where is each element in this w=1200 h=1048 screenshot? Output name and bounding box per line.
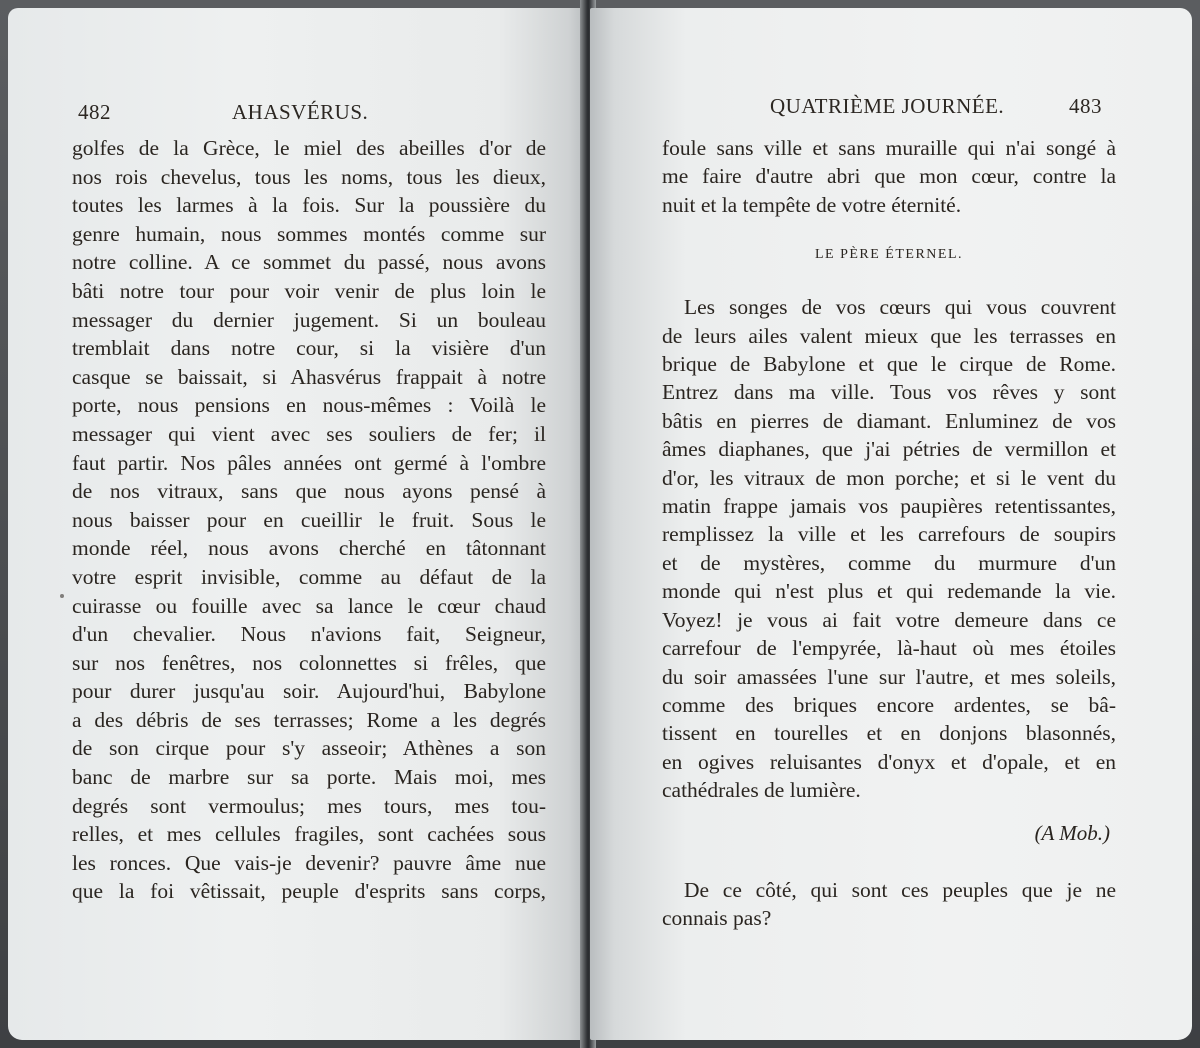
- text-line: golfes de la Grèce, le miel des abeilles d'or de: [72, 136, 546, 160]
- text-line: remplissez la ville et les carrefours de soupirs: [662, 522, 1116, 547]
- text-line: sur nos fenêtres, nos colonnettes si frêles, que: [72, 650, 546, 675]
- right-page-number: 483: [1069, 94, 1102, 118]
- left-page: [8, 8, 586, 1040]
- text-line: genre humain, nous sommes montés comme sur: [72, 221, 546, 246]
- text-line: tissent en tourelles et en donjons blasonnés,: [662, 721, 1116, 746]
- text-line: de nos vitraux, sans que nous ayons pensé à: [72, 479, 546, 504]
- text-line: degrés sont vermoulus; mes tours, mes tou-: [72, 793, 546, 818]
- text-line: comme des briques encore ardentes, se bâ-: [662, 692, 1116, 717]
- text-line: me faire d'autre abri que mon cœur, contre la: [662, 164, 1116, 189]
- text-line: votre esprit invisible, comme au défaut de la: [72, 564, 546, 589]
- text-line: bâtis en pierres de diamant. Enluminez de vos: [662, 408, 1116, 433]
- text-line: de leurs ailes valent mieux que les terrasses en: [662, 323, 1116, 348]
- text-line: brique de Babylone et que le cirque de Rome.: [662, 352, 1116, 377]
- text-line: banc de marbre sur sa porte. Mais moi, mes: [72, 765, 546, 790]
- text-line: messager du dernier jugement. Si un bouleau: [72, 307, 546, 332]
- text-line: en ogives reluisantes d'onyx et d'opale, et en: [662, 749, 1116, 774]
- right-page: [590, 8, 1192, 1040]
- ink-fleck: [60, 594, 64, 598]
- text-line: que la foi vêtissait, peuple d'esprits sans corps,: [72, 879, 546, 904]
- text-line: cuirasse ou fouille avec sa lance le cœur chaud: [72, 593, 546, 618]
- text-line: âmes diaphanes, que j'ai pétries de vermillon et: [662, 437, 1116, 462]
- text-line: nuit et la tempête de votre éternité.: [662, 192, 962, 217]
- text-line: faut partir. Nos pâles années ont germé à l'ombre: [72, 450, 546, 475]
- text-line: tremblait dans notre cour, si la visière d'un: [72, 336, 546, 361]
- right-body-text-top: [662, 134, 1116, 219]
- text-line: De ce côté, qui sont ces peuples que je ne: [684, 877, 1116, 902]
- text-line: nos rois chevelus, tous les noms, tous les dieux,: [72, 164, 546, 189]
- left-running-title: AHASVÉRUS.: [232, 100, 369, 124]
- text-line: Entrez dans ma ville. Tous vos rêves y sont: [662, 380, 1116, 405]
- left-page-number: 482: [78, 100, 111, 124]
- text-line: les ronces. Que vais-je devenir? pauvre âme nue: [72, 850, 546, 875]
- text-line: monde réel, nous avons cherché en tâtonnant: [72, 536, 546, 561]
- text-line: de son cirque pour s'y asseoir; Athènes a son: [72, 736, 546, 761]
- text-line: cathédrales de lumière.: [662, 778, 861, 803]
- text-line: porte, nous pensions en nous-mêmes : Voilà le: [72, 393, 546, 418]
- right-running-title: QUATRIÈME JOURNÉE.: [770, 94, 1005, 118]
- speaker-name: LE PÈRE ÉTERNEL.: [814, 247, 964, 263]
- text-line: monde qui n'est plus et qui redemande la vie.: [662, 579, 1116, 604]
- text-line: toutes les larmes à la fois. Sur la poussière du: [72, 193, 546, 218]
- text-line: du soir amassées l'une sur l'autre, et mes soleils,: [662, 664, 1116, 689]
- text-line: messager qui vient avec ses souliers de fer; il: [72, 421, 546, 446]
- text-line: casque se baissait, si Ahasvérus frappait à notre: [72, 364, 546, 389]
- left-running-head: [72, 100, 546, 134]
- text-line: Les songes de vos cœurs qui vous couvrent: [684, 295, 1116, 320]
- text-line: connais pas?: [662, 905, 772, 930]
- text-line: d'un chevalier. Nous n'avions fait, Seigneur,: [72, 622, 546, 647]
- text-line: et de mystères, comme du murmure d'un: [662, 550, 1116, 575]
- text-line: d'or, les vitraux de mon porche; et si le vent du: [662, 465, 1116, 490]
- left-body-text: [72, 134, 546, 906]
- text-line: notre colline. A ce sommet du passé, nous avons: [72, 250, 546, 275]
- text-line: pour durer jusqu'au soir. Aujourd'hui, Babylone: [72, 679, 546, 704]
- speech-text: [662, 293, 1116, 804]
- text-line: carrefour de l'empyrée, là-haut où mes étoiles: [662, 636, 1116, 661]
- text-line: foule sans ville et sans muraille qui n'ai songé à: [662, 136, 1116, 160]
- text-line: bâti notre tour pour voir venir de plus loin le: [72, 278, 546, 303]
- text-line: Voyez! je vous ai fait votre demeure dans ce: [662, 607, 1116, 632]
- text-line: nous baisser pour en cueillir le fruit. Sous le: [72, 507, 546, 532]
- stage-direction: (A Mob.): [1034, 820, 1110, 845]
- right-body-text-bottom: [662, 876, 1116, 933]
- text-line: a des débris de ses terrasses; Rome a les degrés: [72, 707, 546, 732]
- text-line: relles, et mes cellules fragiles, sont cachées sous: [72, 822, 546, 847]
- right-running-head: [662, 94, 1116, 134]
- text-line: matin frappe jamais vos paupières retentissantes,: [662, 494, 1116, 519]
